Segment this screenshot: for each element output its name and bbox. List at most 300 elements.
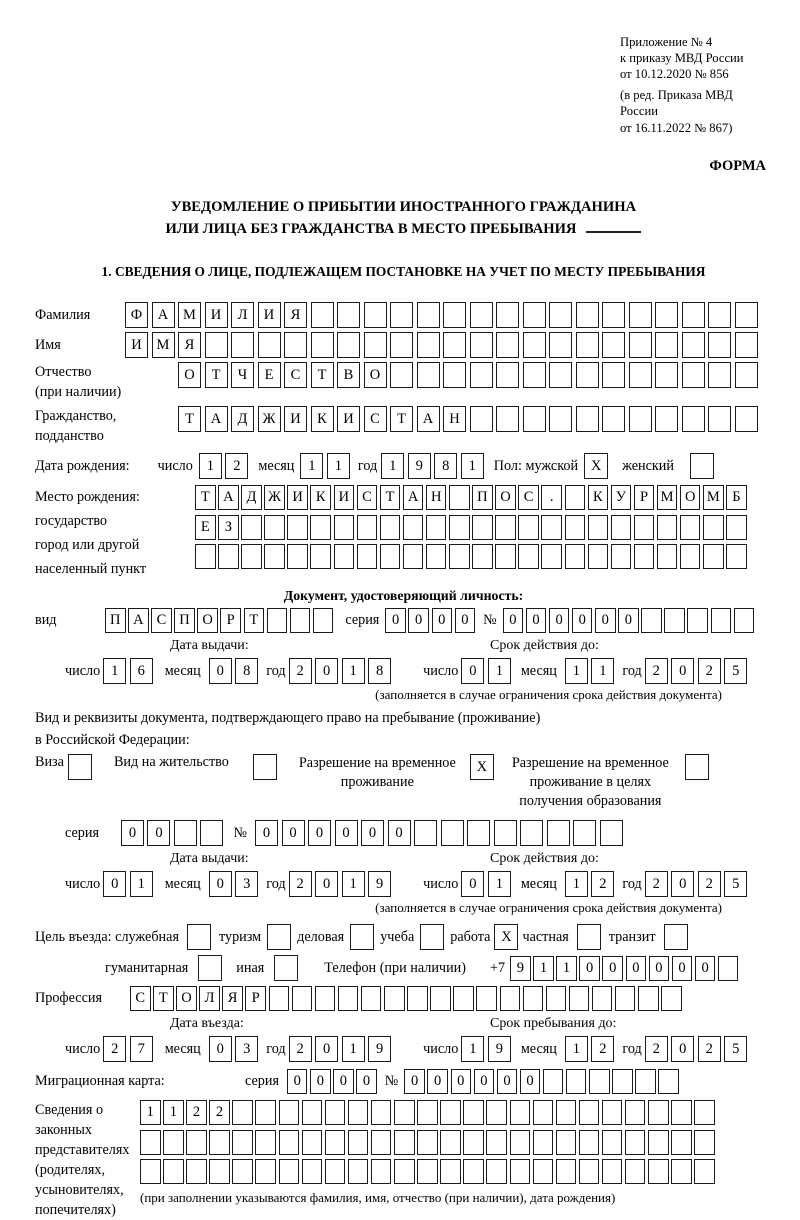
temp-residence-edu-checkbox[interactable]	[685, 754, 709, 780]
char-cell[interactable]	[417, 302, 440, 328]
char-cell[interactable]	[403, 544, 424, 569]
char-cell[interactable]: 1	[565, 871, 588, 897]
surname-cells[interactable]	[125, 302, 758, 328]
char-cell[interactable]: С	[284, 362, 307, 388]
char-cell[interactable]	[440, 1159, 461, 1184]
char-cell[interactable]	[290, 608, 311, 633]
char-cell[interactable]	[311, 302, 334, 328]
char-cell[interactable]	[334, 544, 355, 569]
char-cell[interactable]	[394, 1130, 415, 1155]
char-cell[interactable]: 1	[556, 956, 577, 981]
char-cell[interactable]	[417, 1159, 438, 1184]
char-cell[interactable]: 1	[461, 453, 484, 479]
char-cell[interactable]	[384, 986, 405, 1011]
char-cell[interactable]	[430, 986, 451, 1011]
char-cell[interactable]	[694, 1100, 715, 1125]
char-cell[interactable]: С	[518, 485, 539, 510]
char-cell[interactable]	[486, 1159, 507, 1184]
char-cell[interactable]	[576, 406, 599, 432]
char-cell[interactable]: С	[151, 608, 172, 633]
char-cell[interactable]: Т	[244, 608, 265, 633]
char-cell[interactable]: 0	[209, 871, 232, 897]
legal-rep-row3-cells[interactable]	[140, 1159, 715, 1184]
char-cell[interactable]	[364, 332, 387, 358]
char-cell[interactable]	[602, 362, 625, 388]
char-cell[interactable]	[209, 1159, 230, 1184]
char-cell[interactable]	[556, 1100, 577, 1125]
char-cell[interactable]	[579, 1130, 600, 1155]
char-cell[interactable]	[648, 1100, 669, 1125]
char-cell[interactable]	[579, 1159, 600, 1184]
char-cell[interactable]	[576, 332, 599, 358]
char-cell[interactable]	[703, 544, 724, 569]
char-cell[interactable]	[255, 1100, 276, 1125]
char-cell[interactable]	[325, 1159, 346, 1184]
id-valid-year-cells[interactable]	[645, 658, 748, 684]
char-cell[interactable]	[449, 515, 470, 540]
char-cell[interactable]: 1	[300, 453, 323, 479]
char-cell[interactable]: 0	[356, 1069, 377, 1094]
char-cell[interactable]	[523, 332, 546, 358]
char-cell[interactable]: М	[657, 485, 678, 510]
char-cell[interactable]	[735, 362, 758, 388]
char-cell[interactable]	[486, 1130, 507, 1155]
char-cell[interactable]	[337, 302, 360, 328]
char-cell[interactable]	[325, 1130, 346, 1155]
char-cell[interactable]	[629, 332, 652, 358]
right-valid-day-cells[interactable]	[461, 871, 511, 897]
char-cell[interactable]	[533, 1100, 554, 1125]
char-cell[interactable]: 1	[488, 871, 511, 897]
char-cell[interactable]: 0	[147, 820, 170, 846]
right-issue-year-cells[interactable]	[289, 871, 392, 897]
char-cell[interactable]	[186, 1159, 207, 1184]
char-cell[interactable]	[556, 1159, 577, 1184]
char-cell[interactable]	[726, 515, 747, 540]
char-cell[interactable]	[510, 1159, 531, 1184]
stay-month-cells[interactable]	[565, 1036, 615, 1062]
char-cell[interactable]	[205, 332, 228, 358]
id-valid-day-cells[interactable]	[461, 658, 511, 684]
char-cell[interactable]: 2	[289, 871, 312, 897]
char-cell[interactable]	[518, 544, 539, 569]
char-cell[interactable]: Д	[241, 485, 262, 510]
char-cell[interactable]	[313, 608, 334, 633]
char-cell[interactable]: Е	[258, 362, 281, 388]
char-cell[interactable]: 2	[698, 1036, 721, 1062]
char-cell[interactable]: 8	[368, 658, 391, 684]
char-cell[interactable]: 0	[432, 608, 453, 633]
char-cell[interactable]: П	[105, 608, 126, 633]
char-cell[interactable]	[565, 485, 586, 510]
char-cell[interactable]	[518, 515, 539, 540]
char-cell[interactable]: Н	[443, 406, 466, 432]
char-cell[interactable]: 2	[103, 1036, 126, 1062]
char-cell[interactable]: 0	[572, 608, 593, 633]
char-cell[interactable]	[441, 820, 464, 846]
char-cell[interactable]	[255, 1130, 276, 1155]
char-cell[interactable]	[641, 608, 662, 633]
char-cell[interactable]	[403, 515, 424, 540]
char-cell[interactable]	[602, 1100, 623, 1125]
char-cell[interactable]: И	[334, 485, 355, 510]
char-cell[interactable]: 0	[427, 1069, 448, 1094]
char-cell[interactable]	[708, 302, 731, 328]
char-cell[interactable]	[241, 515, 262, 540]
char-cell[interactable]: 2	[645, 658, 668, 684]
char-cell[interactable]	[523, 406, 546, 432]
char-cell[interactable]	[463, 1130, 484, 1155]
char-cell[interactable]: .	[541, 485, 562, 510]
char-cell[interactable]	[533, 1130, 554, 1155]
char-cell[interactable]: 0	[503, 608, 524, 633]
char-cell[interactable]: 2	[209, 1100, 230, 1125]
char-cell[interactable]	[218, 544, 239, 569]
id-series-cells[interactable]	[385, 608, 475, 633]
char-cell[interactable]	[302, 1130, 323, 1155]
char-cell[interactable]	[549, 362, 572, 388]
char-cell[interactable]	[682, 332, 705, 358]
char-cell[interactable]: К	[311, 406, 334, 432]
char-cell[interactable]	[264, 544, 285, 569]
char-cell[interactable]: 2	[645, 871, 668, 897]
char-cell[interactable]	[735, 332, 758, 358]
char-cell[interactable]: 0	[526, 608, 547, 633]
char-cell[interactable]: З	[218, 515, 239, 540]
char-cell[interactable]	[463, 1159, 484, 1184]
char-cell[interactable]	[443, 362, 466, 388]
char-cell[interactable]	[476, 986, 497, 1011]
char-cell[interactable]	[348, 1130, 369, 1155]
char-cell[interactable]: 1	[140, 1100, 161, 1125]
char-cell[interactable]	[625, 1130, 646, 1155]
char-cell[interactable]	[174, 820, 197, 846]
char-cell[interactable]	[661, 986, 682, 1011]
char-cell[interactable]: 0	[103, 871, 126, 897]
right-valid-year-cells[interactable]	[645, 871, 748, 897]
char-cell[interactable]	[734, 608, 755, 633]
char-cell[interactable]: 5	[724, 871, 747, 897]
right-issue-day-cells[interactable]	[103, 871, 153, 897]
char-cell[interactable]: И	[337, 406, 360, 432]
char-cell[interactable]: 0	[672, 956, 693, 981]
char-cell[interactable]: М	[152, 332, 175, 358]
purpose-business-checkbox[interactable]	[350, 924, 374, 950]
char-cell[interactable]: В	[337, 362, 360, 388]
char-cell[interactable]	[325, 1100, 346, 1125]
char-cell[interactable]: Н	[426, 485, 447, 510]
char-cell[interactable]: Т	[380, 485, 401, 510]
char-cell[interactable]	[602, 1130, 623, 1155]
char-cell[interactable]: 2	[186, 1100, 207, 1125]
char-cell[interactable]	[615, 986, 636, 1011]
char-cell[interactable]	[417, 1130, 438, 1155]
char-cell[interactable]: 2	[289, 1036, 312, 1062]
char-cell[interactable]	[302, 1159, 323, 1184]
char-cell[interactable]: 0	[455, 608, 476, 633]
char-cell[interactable]	[494, 820, 517, 846]
char-cell[interactable]: Р	[245, 986, 266, 1011]
char-cell[interactable]	[549, 302, 572, 328]
char-cell[interactable]: 0	[618, 608, 639, 633]
char-cell[interactable]	[671, 1130, 692, 1155]
char-cell[interactable]: О	[197, 608, 218, 633]
char-cell[interactable]	[569, 986, 590, 1011]
char-cell[interactable]: 0	[626, 956, 647, 981]
char-cell[interactable]	[602, 332, 625, 358]
char-cell[interactable]: 0	[310, 1069, 331, 1094]
char-cell[interactable]	[541, 544, 562, 569]
char-cell[interactable]	[255, 1159, 276, 1184]
temp-residence-checkbox[interactable]: X	[470, 754, 494, 780]
char-cell[interactable]: 5	[724, 1036, 747, 1062]
char-cell[interactable]: 2	[698, 658, 721, 684]
char-cell[interactable]: С	[357, 485, 378, 510]
char-cell[interactable]	[523, 362, 546, 388]
char-cell[interactable]	[470, 362, 493, 388]
residence-permit-checkbox[interactable]	[253, 754, 277, 780]
char-cell[interactable]: М	[178, 302, 201, 328]
char-cell[interactable]: С	[130, 986, 151, 1011]
char-cell[interactable]	[687, 608, 708, 633]
char-cell[interactable]: А	[128, 608, 149, 633]
char-cell[interactable]: 0	[474, 1069, 495, 1094]
char-cell[interactable]	[232, 1130, 253, 1155]
char-cell[interactable]	[140, 1159, 161, 1184]
char-cell[interactable]	[310, 544, 331, 569]
char-cell[interactable]: 0	[287, 1069, 308, 1094]
char-cell[interactable]: 2	[591, 1036, 614, 1062]
char-cell[interactable]: 0	[315, 658, 338, 684]
char-cell[interactable]	[612, 1069, 633, 1094]
char-cell[interactable]	[588, 544, 609, 569]
char-cell[interactable]	[284, 332, 307, 358]
char-cell[interactable]	[315, 986, 336, 1011]
char-cell[interactable]: И	[258, 302, 281, 328]
char-cell[interactable]: 1	[565, 658, 588, 684]
char-cell[interactable]: 0	[121, 820, 144, 846]
char-cell[interactable]	[588, 515, 609, 540]
char-cell[interactable]	[634, 544, 655, 569]
char-cell[interactable]	[625, 1159, 646, 1184]
id-issue-month-cells[interactable]	[209, 658, 259, 684]
char-cell[interactable]: П	[174, 608, 195, 633]
entry-year-cells[interactable]	[289, 1036, 392, 1062]
char-cell[interactable]	[311, 332, 334, 358]
char-cell[interactable]: Л	[199, 986, 220, 1011]
char-cell[interactable]: О	[176, 986, 197, 1011]
char-cell[interactable]	[287, 544, 308, 569]
char-cell[interactable]	[708, 362, 731, 388]
entry-month-cells[interactable]	[209, 1036, 259, 1062]
char-cell[interactable]	[664, 608, 685, 633]
char-cell[interactable]	[292, 986, 313, 1011]
char-cell[interactable]	[348, 1159, 369, 1184]
name-cells[interactable]	[125, 332, 758, 358]
char-cell[interactable]: 0	[361, 820, 384, 846]
char-cell[interactable]	[735, 406, 758, 432]
char-cell[interactable]	[510, 1130, 531, 1155]
char-cell[interactable]	[708, 332, 731, 358]
char-cell[interactable]	[711, 608, 732, 633]
char-cell[interactable]	[361, 986, 382, 1011]
right-number-cells[interactable]	[255, 820, 623, 846]
id-valid-month-cells[interactable]	[565, 658, 615, 684]
char-cell[interactable]	[302, 1100, 323, 1125]
char-cell[interactable]	[629, 406, 652, 432]
doc-type-cells[interactable]	[105, 608, 333, 633]
char-cell[interactable]	[708, 406, 731, 432]
char-cell[interactable]	[472, 515, 493, 540]
char-cell[interactable]	[495, 544, 516, 569]
char-cell[interactable]: 0	[408, 608, 429, 633]
char-cell[interactable]	[279, 1159, 300, 1184]
purpose-study-checkbox[interactable]	[420, 924, 444, 950]
char-cell[interactable]: 1	[461, 1036, 484, 1062]
char-cell[interactable]: К	[588, 485, 609, 510]
char-cell[interactable]	[140, 1130, 161, 1155]
char-cell[interactable]	[496, 302, 519, 328]
right-series-cells[interactable]	[121, 820, 224, 846]
char-cell[interactable]	[287, 515, 308, 540]
char-cell[interactable]	[449, 485, 470, 510]
char-cell[interactable]	[680, 544, 701, 569]
char-cell[interactable]: И	[284, 406, 307, 432]
char-cell[interactable]: 1	[342, 1036, 365, 1062]
char-cell[interactable]	[500, 986, 521, 1011]
char-cell[interactable]	[426, 544, 447, 569]
char-cell[interactable]	[267, 608, 288, 633]
char-cell[interactable]: 0	[602, 956, 623, 981]
char-cell[interactable]: 8	[434, 453, 457, 479]
char-cell[interactable]	[682, 302, 705, 328]
char-cell[interactable]: А	[205, 406, 228, 432]
char-cell[interactable]	[470, 332, 493, 358]
char-cell[interactable]: 9	[510, 956, 531, 981]
char-cell[interactable]: У	[611, 485, 632, 510]
char-cell[interactable]	[658, 1069, 679, 1094]
char-cell[interactable]: С	[364, 406, 387, 432]
legal-rep-row2-cells[interactable]	[140, 1130, 715, 1155]
char-cell[interactable]: И	[125, 332, 148, 358]
char-cell[interactable]: 9	[368, 1036, 391, 1062]
char-cell[interactable]	[510, 1100, 531, 1125]
char-cell[interactable]	[573, 820, 596, 846]
char-cell[interactable]	[671, 1100, 692, 1125]
char-cell[interactable]	[232, 1159, 253, 1184]
char-cell[interactable]	[543, 1069, 564, 1094]
char-cell[interactable]: 0	[404, 1069, 425, 1094]
char-cell[interactable]	[523, 302, 546, 328]
char-cell[interactable]	[694, 1159, 715, 1184]
stay-year-cells[interactable]	[645, 1036, 748, 1062]
char-cell[interactable]: 3	[235, 871, 258, 897]
char-cell[interactable]	[417, 1100, 438, 1125]
birth-year-cells[interactable]	[381, 453, 484, 479]
char-cell[interactable]	[470, 302, 493, 328]
char-cell[interactable]	[602, 406, 625, 432]
visa-checkbox[interactable]	[68, 754, 92, 780]
char-cell[interactable]: Я	[284, 302, 307, 328]
char-cell[interactable]	[648, 1159, 669, 1184]
profession-cells[interactable]	[130, 986, 682, 1011]
char-cell[interactable]: А	[417, 406, 440, 432]
char-cell[interactable]: 0	[209, 658, 232, 684]
char-cell[interactable]: 5	[724, 658, 747, 684]
char-cell[interactable]	[694, 1130, 715, 1155]
purpose-humanitarian-checkbox[interactable]	[198, 955, 222, 981]
char-cell[interactable]: А	[218, 485, 239, 510]
char-cell[interactable]	[655, 362, 678, 388]
char-cell[interactable]	[472, 544, 493, 569]
char-cell[interactable]	[576, 302, 599, 328]
char-cell[interactable]: 0	[308, 820, 331, 846]
char-cell[interactable]: 2	[225, 453, 248, 479]
char-cell[interactable]	[682, 406, 705, 432]
char-cell[interactable]	[655, 302, 678, 328]
char-cell[interactable]	[371, 1159, 392, 1184]
char-cell[interactable]	[380, 544, 401, 569]
char-cell[interactable]	[546, 986, 567, 1011]
char-cell[interactable]: Т	[311, 362, 334, 388]
char-cell[interactable]	[440, 1100, 461, 1125]
char-cell[interactable]	[657, 544, 678, 569]
char-cell[interactable]: 9	[408, 453, 431, 479]
char-cell[interactable]: 0	[461, 871, 484, 897]
char-cell[interactable]: 2	[591, 871, 614, 897]
char-cell[interactable]: 1	[163, 1100, 184, 1125]
char-cell[interactable]	[470, 406, 493, 432]
char-cell[interactable]	[348, 1100, 369, 1125]
char-cell[interactable]	[417, 332, 440, 358]
char-cell[interactable]	[241, 544, 262, 569]
char-cell[interactable]: Т	[153, 986, 174, 1011]
char-cell[interactable]: И	[287, 485, 308, 510]
char-cell[interactable]: 1	[533, 956, 554, 981]
char-cell[interactable]	[258, 332, 281, 358]
char-cell[interactable]: 9	[368, 871, 391, 897]
char-cell[interactable]: Р	[220, 608, 241, 633]
char-cell[interactable]	[547, 820, 570, 846]
char-cell[interactable]: 9	[488, 1036, 511, 1062]
char-cell[interactable]: 2	[645, 1036, 668, 1062]
char-cell[interactable]: Е	[195, 515, 216, 540]
char-cell[interactable]: 1	[591, 658, 614, 684]
sex-female-checkbox[interactable]	[690, 453, 714, 479]
char-cell[interactable]: 8	[235, 658, 258, 684]
char-cell[interactable]: 2	[698, 871, 721, 897]
char-cell[interactable]	[556, 1130, 577, 1155]
char-cell[interactable]	[269, 986, 290, 1011]
char-cell[interactable]: 1	[565, 1036, 588, 1062]
char-cell[interactable]	[589, 1069, 610, 1094]
char-cell[interactable]: Ж	[258, 406, 281, 432]
char-cell[interactable]: И	[205, 302, 228, 328]
char-cell[interactable]	[186, 1130, 207, 1155]
char-cell[interactable]: 1	[103, 658, 126, 684]
char-cell[interactable]	[576, 362, 599, 388]
char-cell[interactable]	[496, 332, 519, 358]
legal-rep-row1-cells[interactable]	[140, 1100, 715, 1125]
char-cell[interactable]	[486, 1100, 507, 1125]
char-cell[interactable]: Д	[231, 406, 254, 432]
char-cell[interactable]	[671, 1159, 692, 1184]
char-cell[interactable]	[390, 332, 413, 358]
char-cell[interactable]	[549, 406, 572, 432]
char-cell[interactable]	[371, 1100, 392, 1125]
purpose-private-checkbox[interactable]	[577, 924, 601, 950]
char-cell[interactable]: 1	[381, 453, 404, 479]
